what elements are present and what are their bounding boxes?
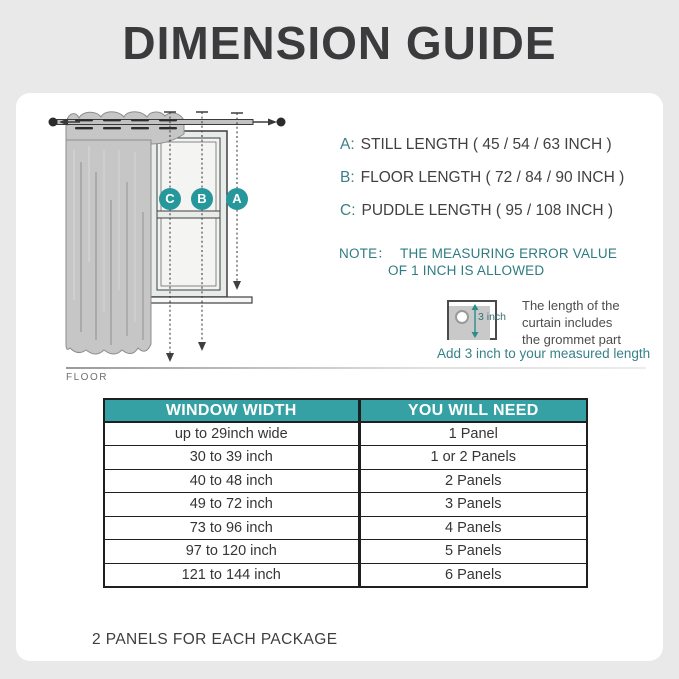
window-width-cell: 97 to 120 inch — [104, 540, 359, 564]
floor-line — [66, 367, 646, 369]
three-inch-label: 3 inch — [478, 311, 507, 323]
panels-needed-cell: 2 Panels — [359, 469, 587, 493]
panels-needed-cell: 1 Panel — [359, 422, 587, 446]
window-width-cell: 121 to 144 inch — [104, 563, 359, 587]
table-row — [104, 516, 587, 540]
length-floor-letter: B: — [340, 169, 355, 186]
table-row — [104, 540, 587, 564]
panel-size-table — [103, 398, 588, 588]
marker-b: B — [191, 188, 213, 210]
window-width-cell: up to 29inch wide — [104, 422, 359, 446]
package-note: 2 PANELS FOR EACH PACKAGE — [92, 631, 338, 648]
length-still — [340, 136, 612, 154]
length-puddle-letter: C: — [340, 202, 356, 219]
window-sill-icon — [144, 297, 252, 303]
length-puddle-text: PUDDLE LENGTH ( 95 / 108 INCH ) — [361, 202, 614, 219]
panels-needed-cell: 4 Panels — [359, 516, 587, 540]
window-width-cell: 30 to 39 inch — [104, 446, 359, 470]
panels-needed-cell: 3 Panels — [359, 493, 587, 517]
length-still-letter: A: — [340, 136, 355, 153]
panels-needed-cell: 6 Panels — [359, 563, 587, 587]
table-row — [104, 493, 587, 517]
floor-label: FLOOR — [66, 372, 108, 383]
curtain-window-diagram-icon — [28, 100, 328, 400]
note-label: NOTE： — [339, 246, 392, 261]
table-header-row — [104, 399, 587, 422]
marker-a: A — [226, 188, 248, 210]
add-three-inch-note: Add 3 inch to your measured length — [437, 346, 651, 361]
grommet-description-line: curtain includes — [522, 315, 613, 330]
window-width-cell: 40 to 48 inch — [104, 469, 359, 493]
window-width-cell: 73 to 96 inch — [104, 516, 359, 540]
table-row — [104, 422, 587, 446]
note-text-1: THE MEASURING ERROR VALUE — [400, 246, 618, 261]
panels-needed-cell: 1 or 2 Panels — [359, 446, 587, 470]
note-line-2: OF 1 INCH IS ALLOWED — [388, 263, 545, 278]
length-still-text: STILL LENGTH ( 45 / 54 / 63 INCH ) — [360, 136, 612, 153]
note-line-1 — [339, 242, 617, 262]
window-icon — [150, 131, 227, 297]
table-row — [104, 563, 587, 587]
length-floor — [340, 169, 624, 187]
length-puddle — [340, 202, 613, 220]
marker-c: C — [159, 188, 181, 210]
grommet-description — [522, 297, 621, 348]
window-width-cell: 49 to 72 inch — [104, 493, 359, 517]
header-window-width: WINDOW WIDTH — [104, 399, 359, 422]
header-you-will-need: YOU WILL NEED — [359, 399, 587, 422]
grommet-description-line: The length of the — [522, 298, 620, 313]
grommet-description-line: the grommet part — [522, 332, 621, 347]
page-title: DIMENSION GUIDE — [122, 17, 557, 69]
panels-needed-cell: 5 Panels — [359, 540, 587, 564]
length-floor-text: FLOOR LENGTH ( 72 / 84 / 90 INCH ) — [360, 169, 625, 186]
table-row — [104, 469, 587, 493]
table-row — [104, 446, 587, 470]
grommet-hole-icon — [455, 310, 469, 324]
